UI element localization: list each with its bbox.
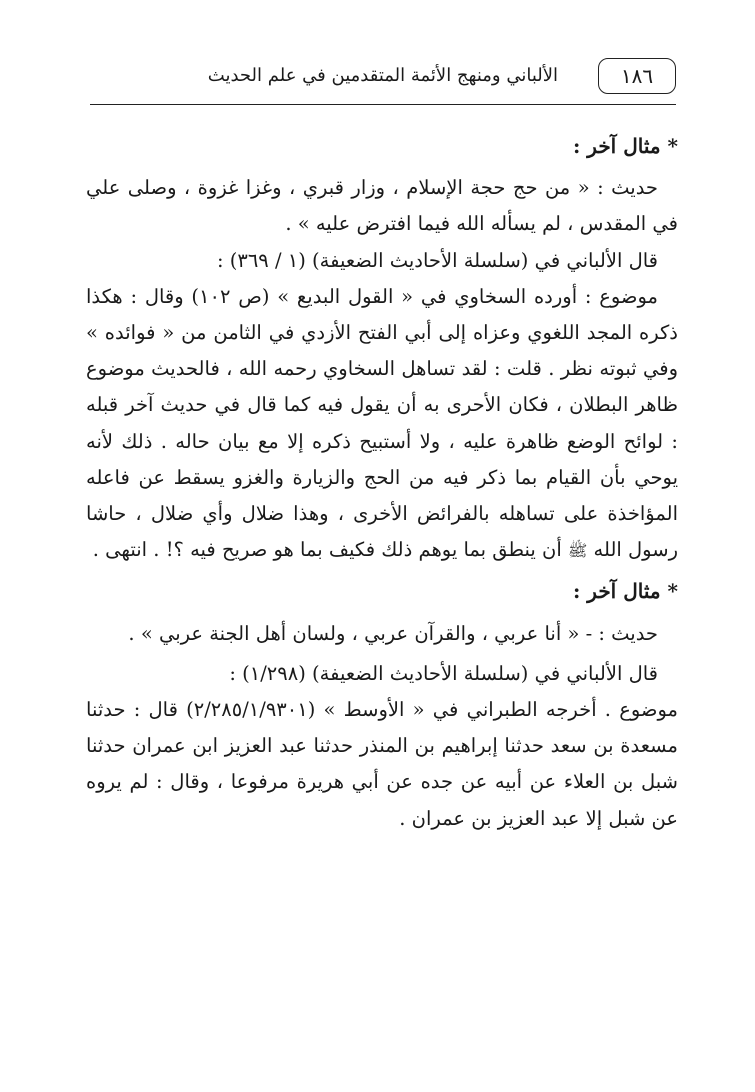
commentary-part-1: موضوع : أورده السخاوي في « القول البديع » (ص ١٠٢) وقال : هكذا ذكره المجد اللغوي وعزاه إلى أبي الفتح الأزدي في الثامن من « فوائده » وفي ثبوته نظر . قلت : لقد تساهل السخاوي رحمه الله ، فالحديث موضوع ظاهر البطلان ، فكان الأحرى به أن يقول فيه كما قال في حديث آخر قبله : لوائح الوضع ظاهرة عليه ، ولا أستبيح ذكره إلا مع بيان حاله . ذلك لأنه يوحي بأن القيام بما ذكر فيه من الحج والزيارة والغزو يسقط عن فاعله المؤاخذة على تساهله بالفرائض الأخرى ، وهذا ضلال وأي ضلال ، حاشا رسول الله bbox=[86, 284, 678, 562]
example-2-heading: * مثال آخر : bbox=[572, 579, 678, 604]
salutation-ligature: ﷺ bbox=[568, 541, 588, 561]
example-2-albani-intro: قال الألباني في (سلسلة الأحاديث الضعيفة) (١/٢٩٨) : bbox=[229, 661, 658, 685]
example-1-hadith: حديث : « من حج حجة الإسلام ، وزار قبري ، وغزا غزوة ، وصلى علي في المقدس ، لم يسأله الله فيما افترض عليه » . bbox=[86, 176, 678, 236]
example-1-albani-intro: قال الألباني في (سلسلة الأحاديث الضعيفة) (١ / ٣٦٩) : bbox=[216, 248, 658, 272]
example-1-heading: * مثال آخر : bbox=[572, 134, 678, 158]
commentary-part-2: أن ينطق بما يوهم ذلك فكيف بما هو صريح فيه ؟! . انتهى . bbox=[92, 538, 562, 562]
example-2-commentary: موضوع . أخرجه الطبراني في « الأوسط » (٢/٢٨٥/١/٩٣٠١) قال : حدثنا مسعدة بن سعد حدثنا إبراهيم بن المنذر حدثنا عبد العزيز ابن عمران حدثنا شبل بن العلاء عن أبيه عن جده عن أبي هريرة مرفوعا ، وقال : لم يروه عن شبل إلا عبد العزيز بن عمران . bbox=[86, 698, 678, 830]
page-header bbox=[90, 58, 676, 105]
example-2-hadith: حديث : - « أنا عربي ، والقرآن عربي ، ولسان أهل الجنة عربي » . bbox=[128, 621, 658, 645]
page-body bbox=[86, 128, 678, 837]
page-number: ١٨٦ bbox=[598, 58, 676, 94]
example-1-commentary bbox=[86, 279, 678, 570]
running-title: الألباني ومنهج الأئمة المتقدمين في علم الحديث bbox=[207, 65, 558, 86]
